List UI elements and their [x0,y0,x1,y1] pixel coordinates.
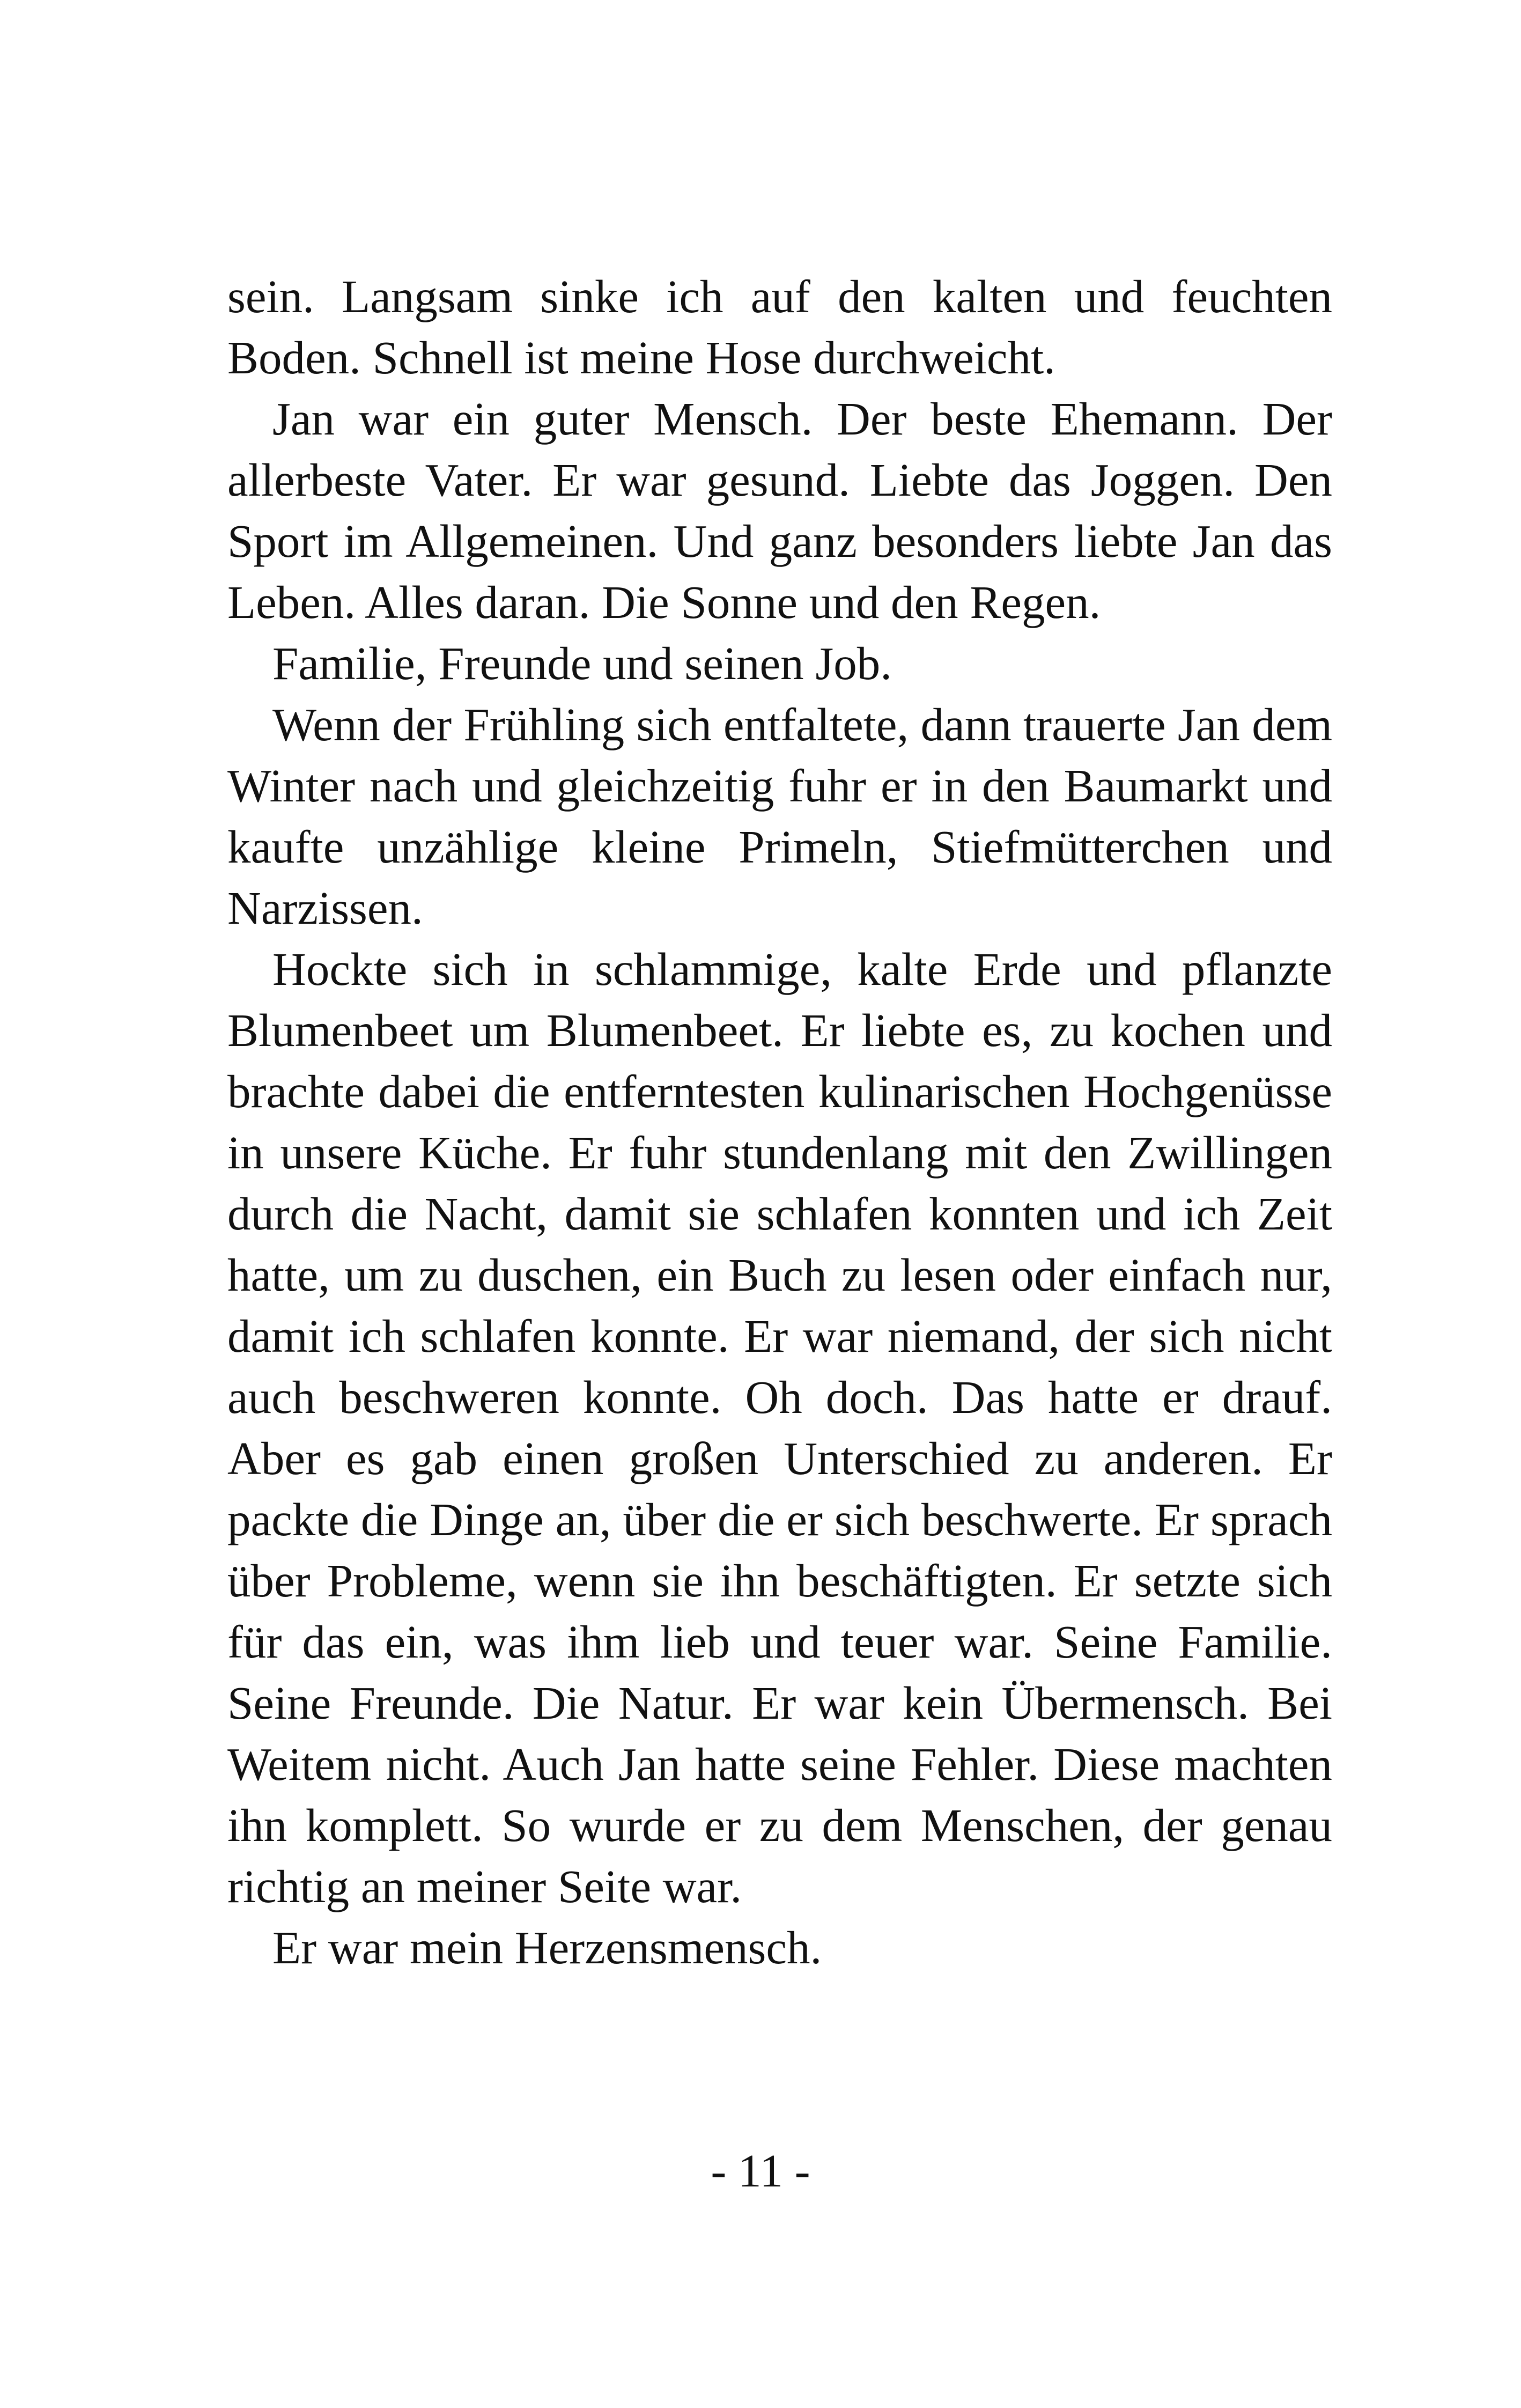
body-text [227,266,1332,1978]
paragraph-2: Jan war ein guter Mensch. Der beste Ehemann. Der allerbeste Vater. Er war gesund. Liebte das Joggen. Den Sport im Allgemeinen. Und ganz besonders liebte Jan das Leben. Alles daran. Die Sonne und den Regen. [227,393,1332,628]
page-number: - 11 - [711,2145,810,2197]
paragraph-4: Wenn der Frühling sich entfaltete, dann trauerte Jan dem Winter nach und gleichzeitig fuhr er in den Baumarkt und kaufte unzählige kleine Primeln, Stiefmütterchen und Narzissen. [227,698,1332,934]
paragraph-3: Familie, Freunde und seinen Job. [272,637,892,689]
paragraph-1: sein. Langsam sinke ich auf den kalten und feuchten Boden. Schnell ist meine Hose durchweicht. [227,270,1332,384]
paragraph-6: Er war mein Herzensmensch. [272,1921,822,1973]
paragraph-5: Hockte sich in schlammige, kalte Erde und pflanzte Blumenbeet um Blumenbeet. Er liebte es, zu kochen und brachte dabei die entferntesten kulinarischen Hochgenüsse in unsere Küche. Er fuhr stundenlang mit den Zwillingen durch die Nacht, damit sie schlafen konnten und ich Zeit hatte, um zu duschen, ein Buch zu lesen oder einfach nur, damit ich schlafen konnte. Er war niemand, der sich nicht auch beschweren konnte. Oh doch. Das hatte er drauf. Aber es gab einen großen Unterschied zu anderen. Er packte die Dinge an, über die er sich beschwerte. Er sprach über Probleme, wenn sie ihn beschäftigten. Er setzte sich für das ein, was ihm lieb und teuer war. Seine Familie. Seine Freunde. Die Natur. Er war kein Übermensch. Bei Weitem nicht. Auch Jan hatte seine Fehler. Diese machten ihn komplett. So wurde er zu dem Menschen, der genau richtig an meiner Seite war. [227,943,1332,1912]
